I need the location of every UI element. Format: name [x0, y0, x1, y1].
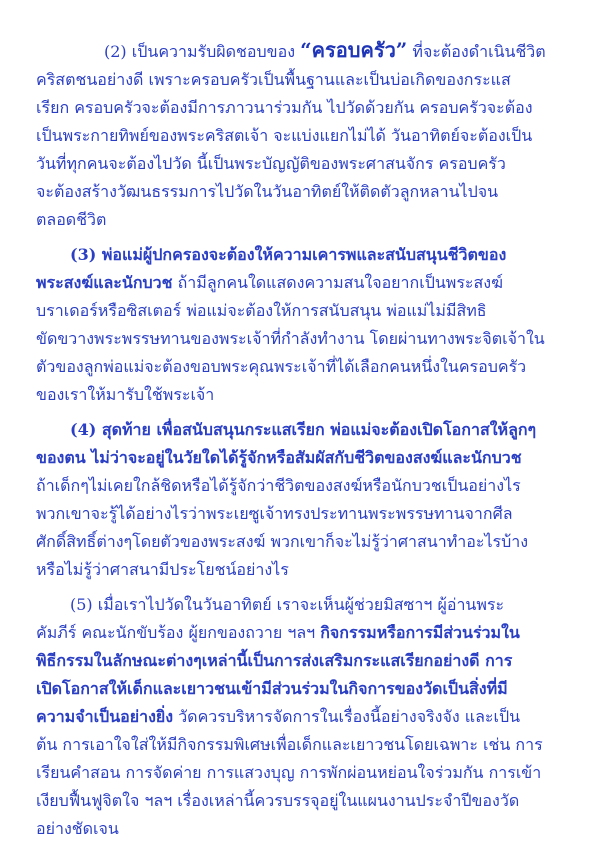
- text-line: [36, 731, 564, 759]
- text-segment: ตลอดชีวิต: [36, 210, 107, 229]
- text-line: [36, 94, 564, 122]
- text-line: [36, 66, 564, 94]
- text-line: [36, 297, 564, 325]
- text-segment: พิธีกรรมในลักษณะต่างๆเหล่านี้เป็นการส่งเสริมกระแสเรียกอย่างดี การ: [36, 651, 513, 670]
- text-segment: (2) เป็นความรับผิดชอบของ: [104, 42, 301, 61]
- text-segment: ถ้าเด็กๆไม่เคยใกล้ชิดหรือได้รู้จักว่าชีวิตของสงฆ์หรือนักบวชเป็นอย่างไร: [36, 476, 521, 495]
- text-line: [70, 416, 564, 444]
- text-segment: พวกเขาจะรู้ได้อย่างไรว่าพระเยซูเจ้าทรงประทานพระพรรษทานจากศีล: [36, 504, 513, 523]
- text-segment: ของตน ไม่ว่าจะอยู่ในวัยใดได้รู้จักหรือสัมผัสกับชีวิตของสงฆ์และนักบวช: [36, 448, 522, 467]
- text-segment: วัดควรบริหารจัดการในเรื่องนี้อย่างจริงจัง และเป็น: [173, 707, 521, 726]
- text-line: [36, 528, 564, 556]
- text-segment: อย่างชัดเจน: [36, 819, 119, 838]
- text-line: [36, 206, 564, 234]
- text-segment: ตัวของลูกพ่อแม่จะต้องขอบพระคุณพระเจ้าที่ได้เลือกคนหนึ่งในครอบครัว: [36, 357, 527, 376]
- text-segment: ของเราให้มารับใช้พระเจ้า: [36, 385, 215, 404]
- text-line: [36, 472, 564, 500]
- text-segment: ขัดขวางพระพรรษทานของพระเจ้าที่กำลังทำงาน โดยผ่านทางพระจิตเจ้าใน: [36, 329, 545, 348]
- text-segment: กิจกรรมหรือการมีส่วนร่วมใน: [320, 623, 520, 642]
- text-line: [36, 619, 564, 647]
- text-segment: จะต้องสร้างวัฒนธรรมการไปวัดในวันอาทิตย์ให้ติดตัวลูกหลานไปจน: [36, 182, 499, 201]
- emphasized-term: “ครอบครัว”: [300, 38, 408, 62]
- text-segment: (5) เมื่อเราไปวัดในวันอาทิตย์ เราจะเห็นผู้ช่วยมิสซาฯ ผู้อ่านพระ: [70, 595, 505, 614]
- text-segment: (3) พ่อแม่ผู้ปกครองจะต้องให้ความเคารพและสนับสนุนชีวิตของ: [70, 245, 507, 264]
- text-segment: เป็นพระกายทิพย์ของพระคริสตเจ้า จะแบ่งแยกไม่ได้ วันอาทิตย์จะต้องเป็น: [36, 126, 533, 145]
- text-segment: เรียนคำสอน การจัดค่าย การแสวงบุญ การพักผ่อนหย่อนใจร่วมกัน การเข้า: [36, 763, 542, 782]
- text-line: [70, 241, 564, 269]
- text-segment: เรียก ครอบครัวจะต้องมีการภาวนาร่วมกัน ไปวัดด้วยกัน ครอบครัวจะต้อง: [36, 98, 533, 117]
- text-segment: ที่จะต้องดำเนินชีวิต: [407, 42, 546, 61]
- text-segment: ความจำเป็นอย่างยิ่ง: [36, 707, 174, 726]
- text-line: [36, 444, 564, 472]
- text-line: [36, 150, 564, 178]
- text-segment: บราเดอร์หรือซิสเตอร์ พ่อแม่จะต้องให้การสนับสนุน พ่อแม่ไม่มีสิทธิ: [36, 301, 487, 320]
- text-line: [36, 759, 564, 787]
- text-line: [36, 647, 564, 675]
- text-line: [36, 381, 564, 409]
- text-segment: คัมภีร์ คณะนักขับร้อง ผู้ยกของถวาย ฯลฯ: [36, 623, 321, 642]
- text-segment: ศักดิ์สิทธิ์ต่างๆโดยตัวของพระสงฆ์ พวกเขาก็จะไม่รู้ว่าศาสนาทำอะไรบ้าง: [36, 532, 529, 551]
- text-line: [36, 703, 564, 731]
- text-segment: เงียบฟื้นฟูจิตใจ ฯลฯ เรื่องเหล่านี้ควรบรรจุอยู่ในแผนงานประจำปีของวัด: [36, 791, 520, 810]
- text-segment: พระสงฆ์และนักบวช: [36, 273, 173, 292]
- text-segment: วันที่ทุกคนจะต้องไปวัด นี้เป็นพระบัญญัติของพระศาสนจักร ครอบครัว: [36, 154, 506, 173]
- text-segment: หรือไม่รู้ว่าศาสนามีประโยชน์อย่างไร: [36, 560, 289, 579]
- text-segment: (4) สุดท้าย เพื่อสนับสนุนกระแสเรียก พ่อแม่จะต้องเปิดโอกาสให้ลูกๆ: [70, 420, 537, 439]
- text-segment: ต้น การเอาใจใส่ให้มีกิจกรรมพิเศษเพื่อเด็กและเยาวชนโดยเฉพาะ เช่น การ: [36, 735, 543, 754]
- document-page: [36, 36, 564, 838]
- text-line: [104, 36, 564, 64]
- text-segment: ถ้ามีลูกคนใดแสดงความสนใจอยากเป็นพระสงฆ์: [172, 273, 503, 292]
- text-line: [36, 815, 564, 843]
- text-line: [36, 122, 564, 150]
- text-line: [36, 556, 564, 584]
- text-line: [36, 325, 564, 353]
- text-line: [36, 787, 564, 815]
- text-segment: คริสตชนอย่างดี เพราะครอบครัวเป็นพื้นฐานและเป็นบ่อเกิดของกระแส: [36, 70, 511, 89]
- text-line: [36, 269, 564, 297]
- text-line: [36, 500, 564, 528]
- text-line: [36, 353, 564, 381]
- text-line: [70, 591, 564, 619]
- text-line: [36, 178, 564, 206]
- text-line: [36, 675, 564, 703]
- text-segment: เปิดโอกาสให้เด็กและเยาวชนเข้ามีส่วนร่วมในกิจการของวัดเป็นสิ่งที่มี: [36, 679, 508, 698]
